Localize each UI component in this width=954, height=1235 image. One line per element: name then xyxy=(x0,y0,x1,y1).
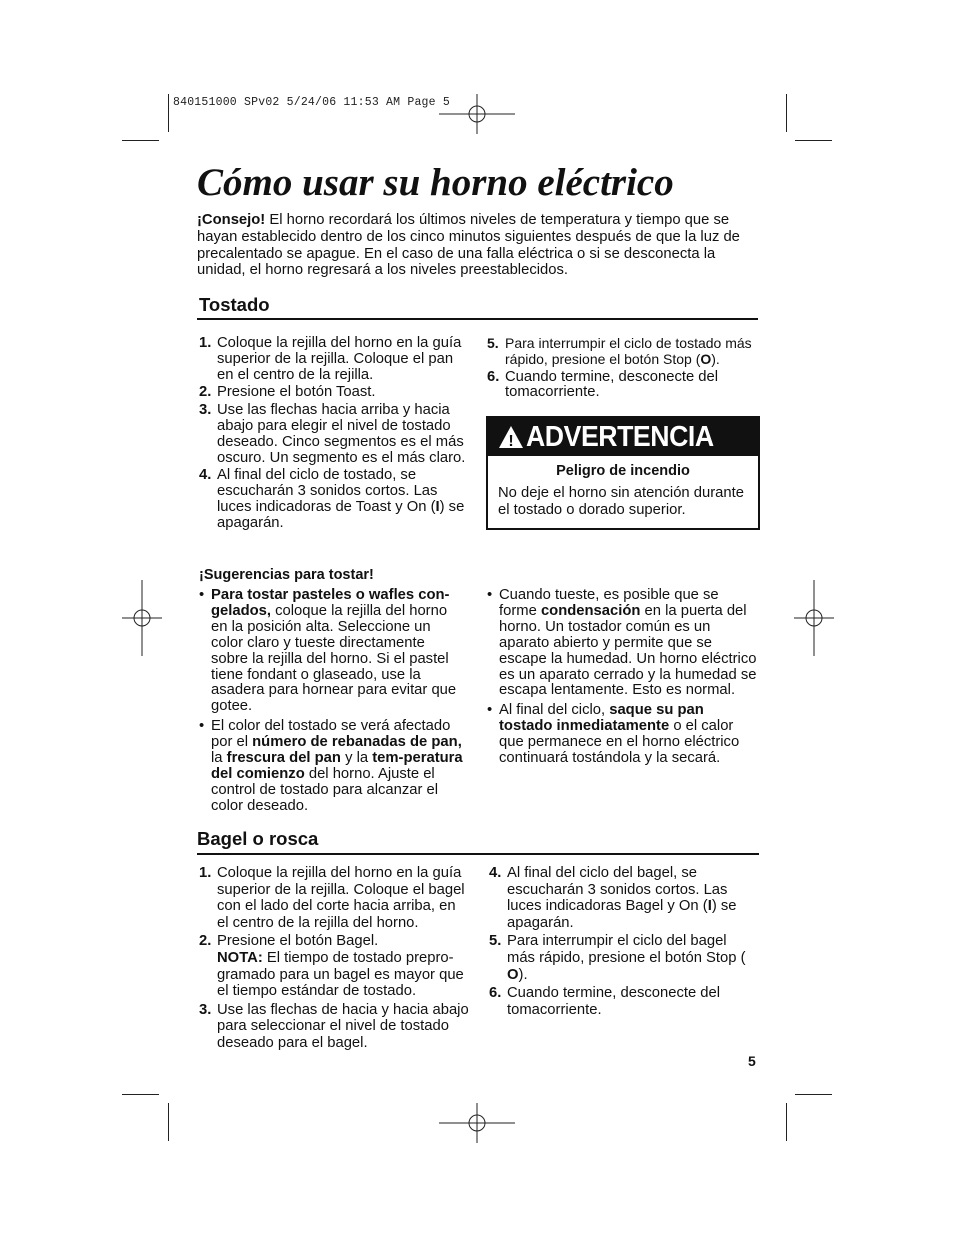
crop-mark xyxy=(168,94,169,132)
list-item xyxy=(487,703,759,767)
note-text: El tiempo de tostado prepro-gramado para un bagel es mayor que el tiempo estándar de tostado. xyxy=(217,949,464,1000)
step-text: ). xyxy=(518,966,528,983)
step-number: 4. xyxy=(199,467,212,484)
step-text: ). xyxy=(711,350,720,367)
step-text: Para interrumpir el ciclo del bagel más rápido, presione el botón Stop ( xyxy=(507,933,746,966)
step-number: 2. xyxy=(199,933,212,950)
note-label: NOTA: xyxy=(217,949,263,966)
tip-text: El horno recordará los últimos niveles de temperatura y tiempo que se hayan establecido dentro de los cinco minutos siguientes después de que la luz de precalentado se apague. En el caso de una falla eléctrica o si se desconecta la unidad, el horno regresará a los niveles preestablecidos. xyxy=(197,212,740,279)
list-item xyxy=(489,985,757,1018)
page-number: 5 xyxy=(748,1053,756,1069)
crop-mark xyxy=(786,94,787,132)
on-symbol: I xyxy=(707,898,712,915)
warning-box xyxy=(486,416,760,530)
print-slug: 840151000 SPv02 5/24/06 11:53 AM Page 5 xyxy=(173,96,450,109)
tip-text: o el calor que permanece en el horno eléctrico continuará tostándola y la secará. xyxy=(499,718,740,767)
tip-bold: Para tostar pasteles o wafles con-gelados, xyxy=(211,587,450,619)
list-item xyxy=(199,336,471,383)
list-item xyxy=(199,933,471,999)
list-item xyxy=(487,588,759,699)
step-text: Coloque la rejilla del horno en la guía superior de la rejilla. Coloque el pan en el centro de la rejilla. xyxy=(217,335,462,383)
list-item xyxy=(199,719,465,814)
tip-bold: saque su pan tostado inmediatamente xyxy=(499,702,704,735)
stop-symbol: O xyxy=(700,350,712,367)
list-item xyxy=(199,1002,471,1052)
tips-heading: ¡Sugerencias para tostar! xyxy=(199,567,374,583)
step-text: Use las flechas de hacia y hacia abajo para seleccionar el nivel de tostado deseado para el bagel. xyxy=(217,1001,469,1051)
crop-mark xyxy=(795,1094,832,1095)
section-heading-bagel: Bagel o rosca xyxy=(197,828,319,849)
step-number: 3. xyxy=(199,402,212,419)
crop-mark xyxy=(122,1094,159,1095)
tip-text: coloque la rejilla del horno en la posición alta. Seleccione un color claro y tueste directamente sobre la rejilla del horno. Si el pastel tiene fondant o glaseado, use la asadera para hornear para evitar que gotee. xyxy=(211,602,457,715)
tips-list-left xyxy=(199,588,465,819)
svg-text:!: ! xyxy=(508,433,514,449)
step-number: 5. xyxy=(489,933,502,950)
warning-subtitle: Peligro de incendio xyxy=(556,463,690,479)
crop-mark xyxy=(122,140,159,141)
tip-bold: número de rebanadas de pan, xyxy=(252,734,462,751)
warning-triangle-icon xyxy=(498,425,524,449)
step-text: Al final del ciclo del bagel, se escucharán 3 sonidos cortos. Las luces indicadoras Bagel y On ( xyxy=(507,865,728,915)
page-title: Cómo usar su horno eléctrico xyxy=(197,161,674,204)
step-text: Al final del ciclo de tostado, se escucharán 3 sonidos cortos. Las luces indicadoras de Toast y On ( xyxy=(217,467,438,515)
step-number: 6. xyxy=(487,368,500,385)
list-item xyxy=(199,385,471,401)
list-item xyxy=(489,865,757,931)
warning-text: No deje el horno sin atención durante el tostado o dorado superior. xyxy=(498,485,744,518)
step-text: ) se apagarán. xyxy=(507,898,737,931)
warning-header xyxy=(488,418,758,456)
bullet: • xyxy=(199,718,205,735)
registration-mark-right-icon xyxy=(794,578,834,658)
warning-label: ADVERTENCIA xyxy=(526,420,714,453)
section-rule xyxy=(197,318,758,320)
toast-steps-left xyxy=(199,336,471,534)
crop-mark xyxy=(786,1103,787,1141)
step-text: Cuando termine, desconecte del tomacorriente. xyxy=(505,368,719,401)
step-number: 6. xyxy=(489,985,502,1002)
stop-symbol: O xyxy=(507,966,519,983)
step-number: 1. xyxy=(199,335,212,351)
step-text: Use las flechas hacia arriba y hacia abajo para elegir el nivel de tostado deseado. Cinco segmentos es el más oscuro. Un segmento es el más claro. xyxy=(217,402,466,466)
list-item xyxy=(199,403,471,466)
bullet: • xyxy=(199,587,205,603)
tip-bold: tem-peratura del comienzo xyxy=(211,750,463,782)
step-number: 5. xyxy=(487,335,499,351)
step-number: 2. xyxy=(199,384,212,401)
tip-text: la xyxy=(211,750,227,767)
tip-lead: ¡Consejo! xyxy=(197,212,266,228)
bullet: • xyxy=(487,587,493,603)
step-number: 1. xyxy=(199,865,212,881)
bullet: • xyxy=(487,702,493,719)
tip-text: Al final del ciclo, xyxy=(499,702,610,719)
section-rule xyxy=(197,853,759,855)
step-number: 3. xyxy=(199,1001,212,1018)
step-text: Presione el botón Toast. xyxy=(217,384,376,401)
tip-text: del horno. Ajuste el control de tostado para alcanzar el color deseado. xyxy=(211,765,439,814)
list-item xyxy=(199,468,471,531)
tip-text: El color del tostado se verá afectado por el xyxy=(211,718,451,751)
tips-list-right xyxy=(487,588,759,771)
tip-text: en la puerta del horno. Un tostador común es un aparato abierto y permite que se escape la humedad. Un horno eléctrico es un aparato cerrado y la humedad se escapa lentamente. Esto es normal. xyxy=(499,602,757,699)
list-item xyxy=(489,933,757,983)
step-text: Para interrumpir el ciclo de tostado más rápido, presione el botón Stop ( xyxy=(505,335,752,367)
step-text: Cuando termine, desconecte del tomacorriente. xyxy=(507,985,721,1018)
crop-mark xyxy=(795,140,832,141)
bagel-steps-left xyxy=(199,865,471,1054)
bagel-steps-right xyxy=(489,865,757,1020)
step-number: 4. xyxy=(489,865,502,881)
tip-bold: condensación xyxy=(540,602,641,619)
list-item xyxy=(199,588,465,715)
on-symbol: I xyxy=(435,498,440,515)
tip-text: y la xyxy=(340,750,373,767)
section-heading-toast: Tostado xyxy=(199,294,270,315)
registration-mark-bottom-icon xyxy=(437,1103,517,1143)
list-item xyxy=(487,336,762,368)
toast-steps-right xyxy=(487,336,762,403)
list-item xyxy=(487,370,762,402)
tip-text: Cuando tueste, es posible que se forme xyxy=(499,587,719,619)
tip-bold: frescura del pan xyxy=(226,750,341,767)
list-item xyxy=(199,865,471,931)
crop-mark xyxy=(168,1103,169,1141)
step-text: Coloque la rejilla del horno en la guía superior de la rejilla. Coloque el bagel con el lado del corte hacia arriba, en el centro de la rejilla del horno. xyxy=(217,865,465,931)
step-text: Presione el botón Bagel. xyxy=(217,933,379,950)
tip-paragraph xyxy=(197,212,762,279)
step-text: ) se apagarán. xyxy=(217,498,465,531)
registration-mark-left-icon xyxy=(122,578,162,658)
